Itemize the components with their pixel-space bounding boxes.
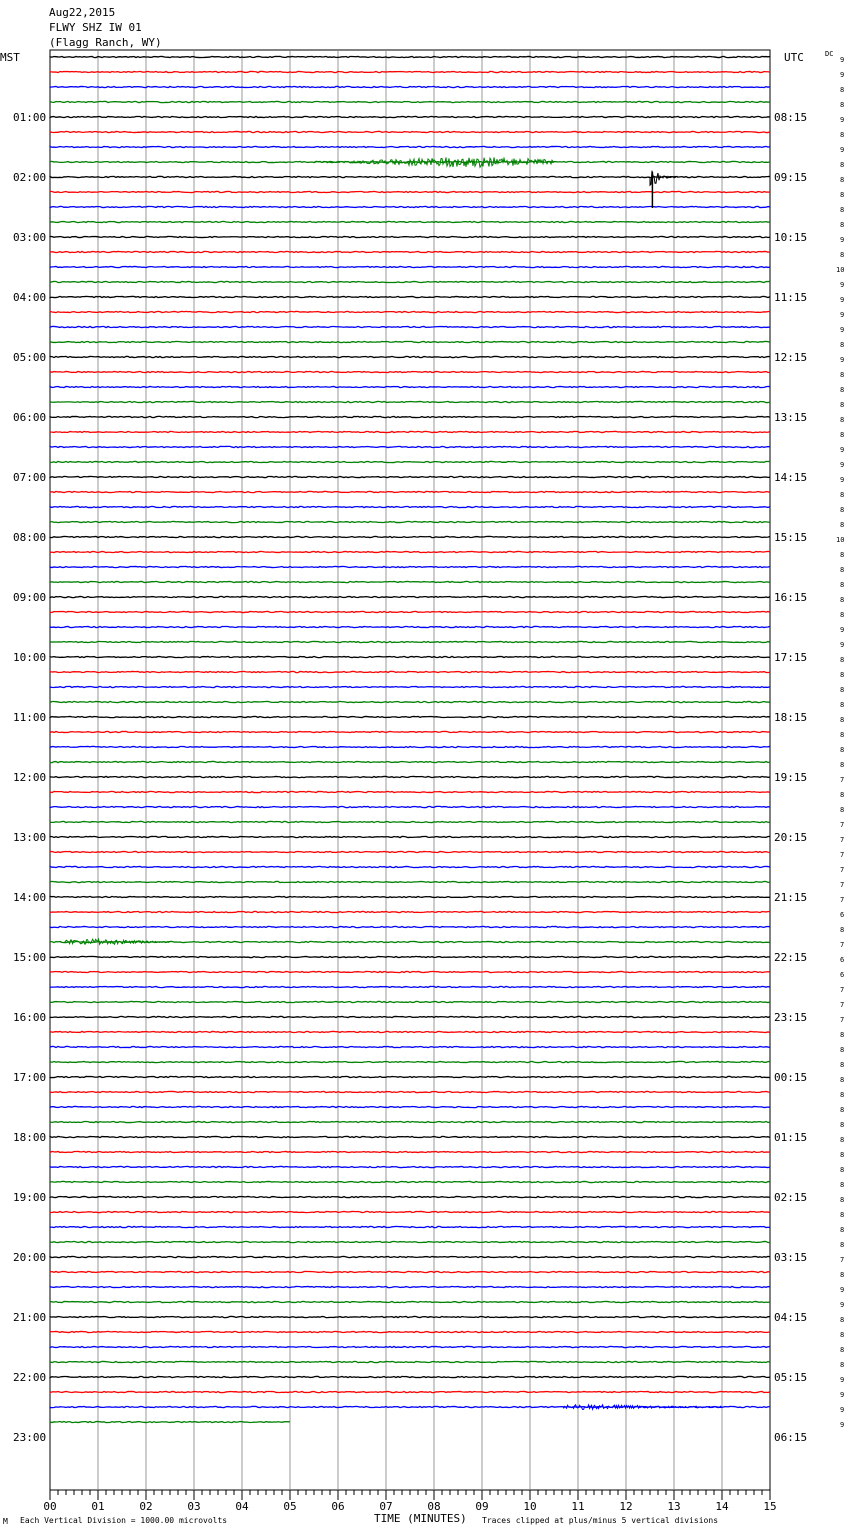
dc-offset-value: 7 <box>840 1256 845 1264</box>
hour-label-right: 10:15 <box>774 231 808 244</box>
dc-offset-value: 7 <box>840 836 845 844</box>
trace-1 <box>50 56 770 57</box>
x-tick-label: 15 <box>763 1500 777 1513</box>
dc-offset-value: 8 <box>840 551 845 559</box>
station-location: (Flagg Ranch, WY) <box>49 36 162 49</box>
dc-offset-value: 8 <box>840 1106 845 1114</box>
trace-4 <box>50 101 770 102</box>
hour-label-left: 18:00 <box>13 1131 47 1144</box>
dc-offset-value: 8 <box>840 1331 845 1339</box>
dc-offset-value: 9 <box>840 641 845 649</box>
dc-offset-value: 7 <box>840 1016 845 1024</box>
dc-offset-value: 8 <box>840 1361 845 1369</box>
hour-label-left: 01:00 <box>13 111 47 124</box>
dc-offset-value: 6 <box>840 971 845 979</box>
hour-label-left: 15:00 <box>13 951 47 964</box>
hour-label-right: 23:15 <box>774 1011 808 1024</box>
dc-offset-value: 8 <box>840 1226 845 1234</box>
dc-offset-value: 8 <box>840 566 845 574</box>
hour-label-right: 15:15 <box>774 531 808 544</box>
dc-offset-value: 7 <box>840 1001 845 1009</box>
hour-label-right: 11:15 <box>774 291 808 304</box>
hour-label-left: 07:00 <box>13 471 47 484</box>
dc-offset-value: 8 <box>840 371 845 379</box>
dc-offset-value: 9 <box>840 356 845 364</box>
hour-label-left: 21:00 <box>13 1311 47 1324</box>
dc-offset-value: 9 <box>840 146 845 154</box>
dc-offset-value: 8 <box>840 1166 845 1174</box>
hour-label-right: 21:15 <box>774 891 808 904</box>
dc-offset-value: 8 <box>840 1211 845 1219</box>
x-tick-label: 04 <box>235 1500 249 1513</box>
dc-offset-value: 8 <box>840 686 845 694</box>
hour-label-right: 03:15 <box>774 1251 808 1264</box>
dc-offset-value: 8 <box>840 1046 845 1054</box>
hour-label-right: 09:15 <box>774 171 808 184</box>
hour-label-left: 03:00 <box>13 231 47 244</box>
hour-label-right: 06:15 <box>774 1431 808 1444</box>
dc-offset-value: 8 <box>840 1271 845 1279</box>
x-tick-label: 07 <box>379 1500 393 1513</box>
dc-offset-value: 8 <box>840 611 845 619</box>
dc-offset-value: 8 <box>840 791 845 799</box>
hour-label-left: 13:00 <box>13 831 47 844</box>
x-tick-label: 11 <box>571 1500 585 1513</box>
hour-label-right: 20:15 <box>774 831 808 844</box>
hour-label-left: 04:00 <box>13 291 47 304</box>
dc-offset-value: 9 <box>840 296 845 304</box>
dc-offset-value: 8 <box>840 206 845 214</box>
dc-offset-value: 8 <box>840 596 845 604</box>
hour-label-right: 12:15 <box>774 351 808 364</box>
hour-label-right: 08:15 <box>774 111 808 124</box>
dc-offset-value: 8 <box>840 1346 845 1354</box>
hour-label-left: 02:00 <box>13 171 47 184</box>
hour-label-left: 11:00 <box>13 711 47 724</box>
x-tick-label: 13 <box>667 1500 681 1513</box>
dc-offset-value: 8 <box>840 1241 845 1249</box>
dc-offset-value: 9 <box>840 326 845 334</box>
dc-offset-value: 9 <box>840 1406 845 1414</box>
x-tick-label: 12 <box>619 1500 633 1513</box>
trace-30 <box>50 491 770 492</box>
station-code: FLWY SHZ IW 01 <box>49 21 142 34</box>
dc-offset-value: 7 <box>840 776 845 784</box>
dc-offset-value: 9 <box>840 56 845 64</box>
hour-label-left: 12:00 <box>13 771 47 784</box>
hour-label-left: 09:00 <box>13 591 47 604</box>
x-tick-label: 09 <box>475 1500 489 1513</box>
hour-label-right: 00:15 <box>774 1071 808 1084</box>
x-tick-label: 01 <box>91 1500 105 1513</box>
hour-label-left: 14:00 <box>13 891 47 904</box>
hour-label-left: 06:00 <box>13 411 47 424</box>
hour-label-left: 20:00 <box>13 1251 47 1264</box>
dc-offset-value: 8 <box>840 1091 845 1099</box>
dc-offset-value: 8 <box>840 176 845 184</box>
dc-offset-value: 8 <box>840 1076 845 1084</box>
dc-offset-value: 8 <box>840 671 845 679</box>
hour-label-left: 23:00 <box>13 1431 47 1444</box>
dc-offset-value: 9 <box>840 236 845 244</box>
trace-40 <box>50 641 770 642</box>
dc-offset-value: 9 <box>840 626 845 634</box>
dc-offset-value: 8 <box>840 731 845 739</box>
dc-offset-value: 8 <box>840 1181 845 1189</box>
dc-offset-value: 8 <box>840 701 845 709</box>
hour-label-left: 22:00 <box>13 1371 47 1384</box>
dc-offset-value: 8 <box>840 581 845 589</box>
dc-offset-value: 8 <box>840 1151 845 1159</box>
trace-36 <box>50 581 770 582</box>
dc-offset-value: 8 <box>840 1061 845 1069</box>
dc-offset-value: 7 <box>840 941 845 949</box>
dc-offset-value: 9 <box>840 476 845 484</box>
left-timezone-label: MST <box>0 51 20 64</box>
hour-label-right: 17:15 <box>774 651 808 664</box>
dc-offset-value: 10 <box>836 266 845 274</box>
hour-label-right: 19:15 <box>774 771 808 784</box>
record-date: Aug22,2015 <box>49 6 116 19</box>
dc-offset-value: 7 <box>840 821 845 829</box>
dc-offset-value: 8 <box>840 1136 845 1144</box>
x-tick-label: 10 <box>523 1500 537 1513</box>
dc-offset-value: 10 <box>836 536 845 544</box>
dc-offset-value: 8 <box>840 1316 845 1324</box>
x-tick-label: 03 <box>187 1500 201 1513</box>
x-tick-label: 02 <box>139 1500 153 1513</box>
scale-note: Each Vertical Division = 1000.00 microvolts <box>20 1516 228 1525</box>
hour-label-right: 14:15 <box>774 471 808 484</box>
x-tick-label: 00 <box>43 1500 57 1513</box>
x-tick-label: 14 <box>715 1500 729 1513</box>
x-tick-label: 06 <box>331 1500 345 1513</box>
dc-offset-value: 9 <box>840 446 845 454</box>
dc-offset-value: 9 <box>840 1286 845 1294</box>
x-axis-title: TIME (MINUTES) <box>374 1512 467 1525</box>
hour-label-right: 22:15 <box>774 951 808 964</box>
hour-label-right: 18:15 <box>774 711 808 724</box>
dc-offset-value: 8 <box>840 341 845 349</box>
x-tick-label: 08 <box>427 1500 441 1513</box>
dc-offset-value: 8 <box>840 506 845 514</box>
trace-74 <box>50 1151 770 1152</box>
hour-label-left: 17:00 <box>13 1071 47 1084</box>
dc-offset-value: 8 <box>840 716 845 724</box>
dc-offset-value: 8 <box>840 161 845 169</box>
dc-offset-value: 9 <box>840 461 845 469</box>
dc-offset-value: 8 <box>840 191 845 199</box>
dc-offset-value: 9 <box>840 311 845 319</box>
dc-offset-value: 8 <box>840 746 845 754</box>
hour-label-right: 16:15 <box>774 591 808 604</box>
dc-offset-value: 7 <box>840 986 845 994</box>
dc-offset-value: 6 <box>840 956 845 964</box>
dc-offset-value: 8 <box>840 386 845 394</box>
dc-offset-value: 9 <box>840 71 845 79</box>
dc-offset-value: 7 <box>840 866 845 874</box>
dc-offset-value: 8 <box>840 431 845 439</box>
hour-label-left: 08:00 <box>13 531 47 544</box>
dc-offset-value: 8 <box>840 1196 845 1204</box>
dc-offset-header: DC <box>825 50 834 58</box>
hour-label-right: 05:15 <box>774 1371 808 1384</box>
dc-offset-value: 9 <box>840 1376 845 1384</box>
dc-offset-value: 8 <box>840 101 845 109</box>
dc-offset-value: 7 <box>840 896 845 904</box>
dc-offset-value: 8 <box>840 491 845 499</box>
dc-offset-value: 9 <box>840 1391 845 1399</box>
dc-offset-value: 9 <box>840 116 845 124</box>
dc-offset-value: 8 <box>840 926 845 934</box>
dc-offset-value: 8 <box>840 521 845 529</box>
clip-note: Traces clipped at plus/minus 5 vertical divisions <box>482 1516 719 1525</box>
dc-offset-value: 8 <box>840 251 845 259</box>
dc-offset-value: 8 <box>840 1121 845 1129</box>
hour-label-right: 13:15 <box>774 411 808 424</box>
hour-label-right: 01:15 <box>774 1131 808 1144</box>
dc-offset-value: 8 <box>840 1031 845 1039</box>
hour-label-left: 05:00 <box>13 351 47 364</box>
dc-offset-value: 7 <box>840 881 845 889</box>
dc-offset-value: 8 <box>840 401 845 409</box>
dc-offset-value: 9 <box>840 281 845 289</box>
dc-offset-value: 8 <box>840 656 845 664</box>
hour-label-right: 04:15 <box>774 1311 808 1324</box>
hour-label-right: 02:15 <box>774 1191 808 1204</box>
dc-offset-value: 9 <box>840 1301 845 1309</box>
dc-offset-value: 8 <box>840 416 845 424</box>
dc-offset-value: 6 <box>840 911 845 919</box>
dc-offset-value: 8 <box>840 761 845 769</box>
dc-offset-value: 8 <box>840 806 845 814</box>
corner-mark: M <box>3 1517 8 1526</box>
dc-offset-value: 8 <box>840 86 845 94</box>
dc-offset-value: 8 <box>840 221 845 229</box>
hour-label-left: 10:00 <box>13 651 47 664</box>
dc-offset-value: 7 <box>840 851 845 859</box>
dc-offset-value: 8 <box>840 131 845 139</box>
dc-offset-value: 9 <box>840 1421 845 1429</box>
hour-label-left: 19:00 <box>13 1191 47 1204</box>
hour-label-left: 16:00 <box>13 1011 47 1024</box>
x-tick-label: 05 <box>283 1500 297 1513</box>
right-timezone-label: UTC <box>784 51 804 64</box>
